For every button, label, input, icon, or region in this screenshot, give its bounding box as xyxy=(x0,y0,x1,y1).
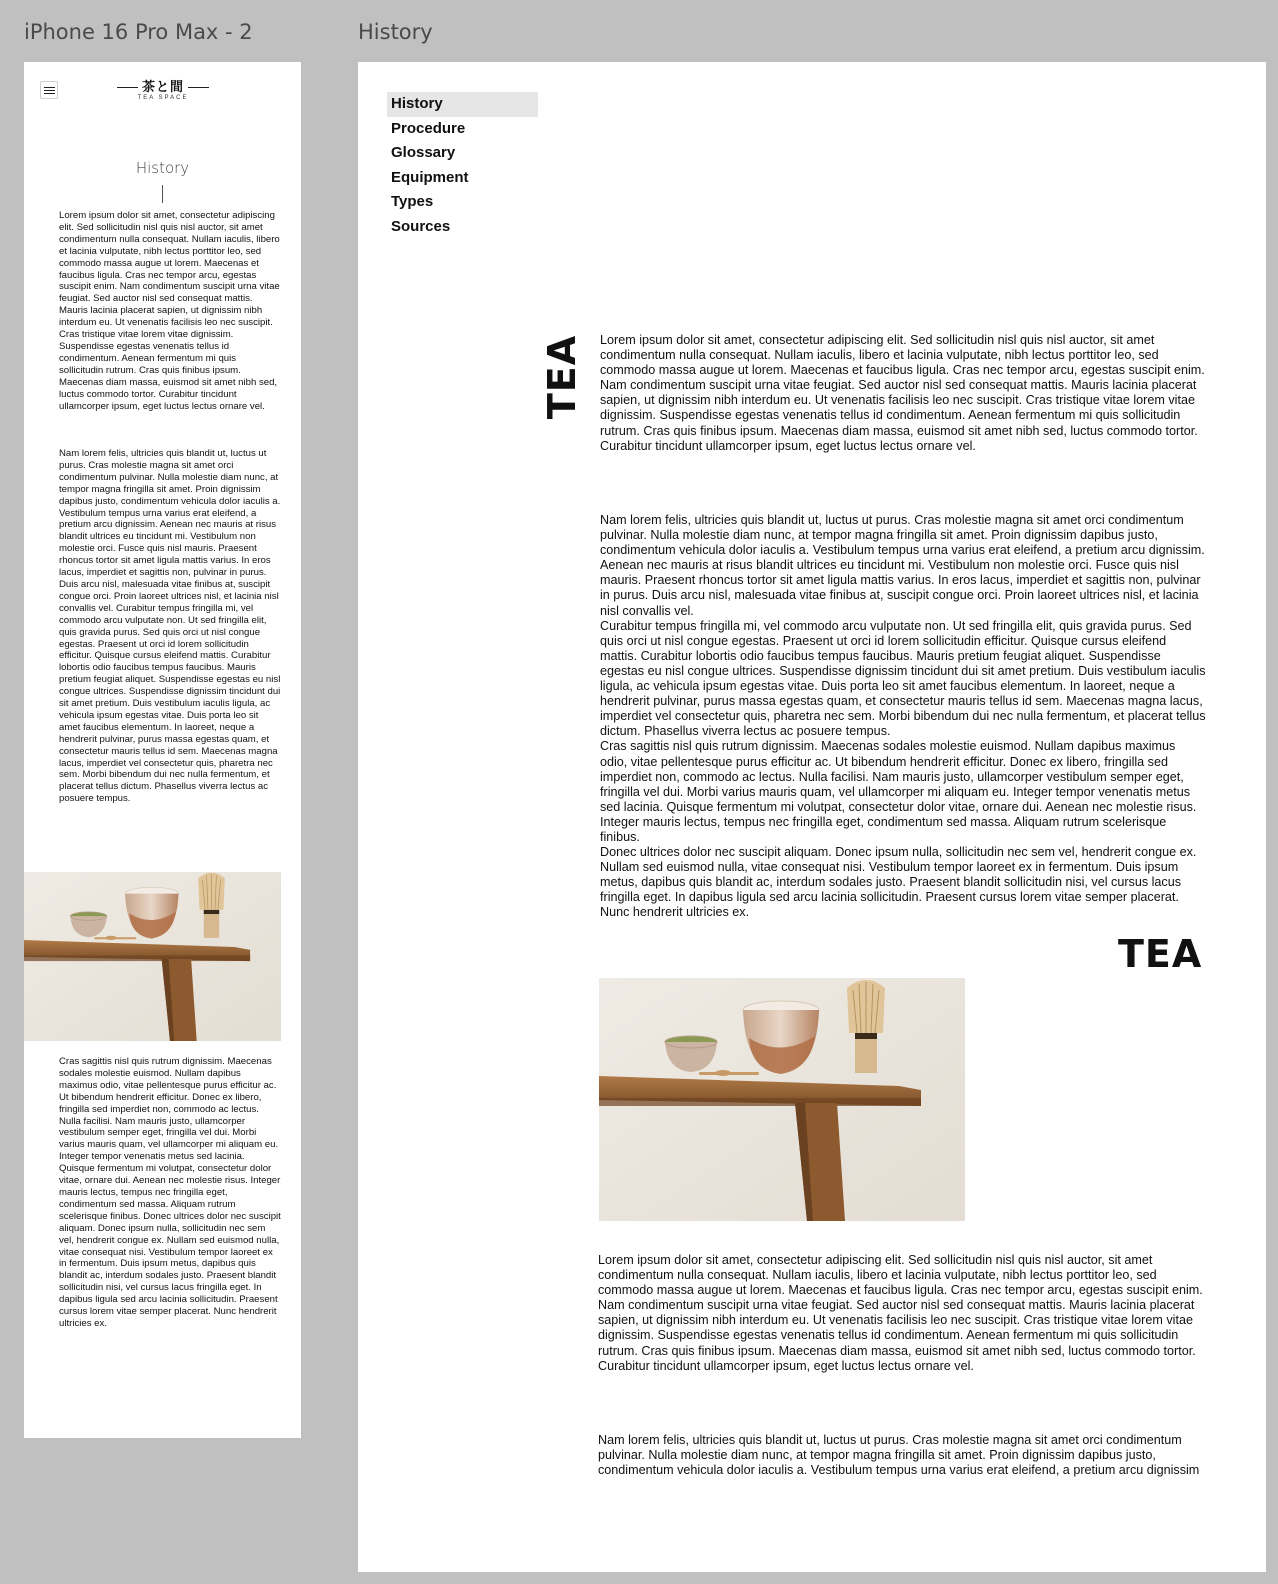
page-title: History xyxy=(135,159,190,177)
desktop-frame-label: History xyxy=(358,20,433,44)
side-nav xyxy=(387,92,538,239)
nav-item-history[interactable]: History xyxy=(387,92,538,117)
body-paragraph: Nam lorem felis, ultricies quis blandit ut, luctus ut purus. Cras molestie magna sit amet orci condimentum pulvinar. Nulla molestie diam nunc, at tempor magna fringilla sit amet. Proin dignissim dapibus justo, condimentum vehicula dolor iaculis a. Vestibulum tempus urna varius erat eleifend, a pretium arcu dignissim. Aenean nec mauris at risus blandit ultrices eu tincidunt mi. Vestibulum non molestie orci. Fusce quis nisl mauris. Praesent rhoncus tortor sit amet ligula mattis varius. In eros lacus, imperdiet et sagittis non, pulvinar in purus. Duis arcu nisl, malesuada vitae finibus at, suscipit congue orci. Proin laoreet ultrices nisl, et lacinia nisl convallis vel. xyxy=(600,513,1205,618)
mobile-frame xyxy=(24,62,301,1438)
tea-heading-vertical xyxy=(540,334,584,420)
nav-item-equipment[interactable]: Equipment xyxy=(391,168,469,186)
nav-item-sources[interactable]: Sources xyxy=(391,217,451,235)
body-paragraph: Nam lorem felis, ultricies quis blandit ut, luctus ut purus. Cras molestie magna sit amet orci condimentum pulvinar. Nulla molestie diam nunc, at tempor magna fringilla sit amet. Proin dignissim dapibus justo, condimentum vehicula dolor iaculis a. Vestibulum tempus urna varius erat eleifend, a pretium arcu dignissim xyxy=(598,1433,1200,1478)
logo-wordmark: 茶と間 xyxy=(141,80,184,95)
tea-photo xyxy=(599,978,965,1221)
mobile-frame-label: iPhone 16 Pro Max - 2 xyxy=(24,20,253,44)
body-paragraph: Lorem ipsum dolor sit amet, consectetur adipiscing elit. Sed sollicitudin nisl quis nisl auctor, sit amet condimentum nulla consequat. Nullam iaculis, libero et lacinia vulputate, nibh lectus porttitor leo, sed commodo massa augue ut lorem. Maecenas et faucibus ligula. Cras nec tempor arcu, egestas suscipit enim. Nam condimentum suscipit urna vitae feugiat. Sed auctor nisl sed consequat mattis. Mauris lacinia placerat sapien, ut dignissim nibh interdum eu. Ut venenatis facilisis leo nec suscipit. Cras tristique vitae lorem vitae dignissim. Suspendisse egestas venenatis tellus id condimentum. Aenean fermentum mi quis sollicitudin rutrum. Cras quis finibus ipsum. Maecenas diam massa, euismod sit amet nibh sed, luctus commodo tortor. Curabitur tincidunt ullamcorper ipsum, eget luctus lectus ornare vel. xyxy=(598,1253,1203,1373)
body-paragraph: Cras sagittis nisl quis rutrum dignissim. Maecenas sodales molestie euismod. Nullam dapibus maximus odio, vitae pellentesque purus efficitur ac. Ut bibendum hendrerit efficitur. Donec ex libero, fringilla sed imperdiet non, commodo ac lectus. Nulla facilisi. Nam mauris justo, ullamcorper vestibulum semper eget, fringilla vel dui. Morbi varius mauris quam, vel ullamcorper mi aliquam eu. Integer tempor venenatis metus sed lacinia. Quisque fermentum mi volutpat, consectetur dolor vitae, ornare dui. Aenean nec molestie risus. Integer mauris lectus, tempus nec fringilla eget, condimentum sed massa. Aliquam rutrum scelerisque finibus. Donec ultrices dolor nec suscipit aliquam. Donec ipsum nulla, sollicitudin nec sem vel, hendrerit congue ex. Nullam sed euismod nulla, vitae consequat nisi. Vestibulum tempor laoreet ex in fermentum. Duis ipsum metus, dapibus quis blandit ac, interdum sodales justo. Praesent blandit sollicitudin nisi, vel cursus lacus fringilla eget. In dapibus ligula sed arcu lacinia sollicitudin. Praesent cursus lorem vitae semper placerat. Nunc hendrerit ultricies ex. xyxy=(59,1056,281,1329)
nav-item-glossary[interactable]: Glossary xyxy=(391,144,456,161)
body-paragraph: Cras sagittis nisl quis rutrum dignissim. Maecenas sodales molestie euismod. Nullam dapibus maximus odio, vitae pellentesque purus efficitur ac. Ut bibendum hendrerit efficitur. Donec ex libero, fringilla sed imperdiet non, commodo ac lectus. Nulla facilisi. Nam mauris justo, ullamcorper vestibulum semper eget, fringilla vel dui. Morbi varius mauris quam, vel ullamcorper mi aliquam eu. Integer tempor venenatis metus sed lacinia. Quisque fermentum mi volutpat, consectetur dolor vitae, ornare dui. Aenean nec molestie risus. Integer mauris lectus, tempus nec fringilla eget, condimentum sed massa. Aliquam rutrum scelerisque finibus. xyxy=(600,739,1197,844)
tea-heading-horizontal: TEA xyxy=(1118,932,1203,976)
body-paragraph: Lorem ipsum dolor sit amet, consectetur adipiscing elit. Sed sollicitudin nisl quis nisl auctor, sit amet condimentum nulla consequat. Nullam iaculis, libero et lacinia vulputate, nibh lectus porttitor leo, sed commodo massa augue ut lorem. Maecenas et faucibus ligula. Cras nec tempor arcu, egestas suscipit enim. Nam condimentum suscipit urna vitae feugiat. Sed auctor nisl sed consequat mattis. Mauris lacinia placerat sapien, ut dignissim nibh interdum eu. Ut venenatis facilisis leo nec suscipit. Cras tristique vitae lorem vitae dignissim. Suspendisse egestas venenatis tellus id condimentum. Aenean fermentum mi quis sollicitudin rutrum. Cras quis finibus ipsum. Maecenas diam massa, euismod sit amet nibh sed, luctus commodo tortor. Curabitur tincidunt ullamcorper ipsum, eget luctus lectus ornare vel. xyxy=(59,210,280,412)
tea-photo xyxy=(24,872,281,1041)
desktop-frame xyxy=(358,62,1266,1572)
nav-item-types[interactable]: Types xyxy=(391,193,434,210)
body-paragraph: Curabitur tempus fringilla mi, vel commodo arcu vulputate non. Ut sed fringilla elit, quis gravida purus. Sed quis orci ut nisl congue egestas. Praesent ut orci id lorem sollicitudin efficitur. Quisque cursus eleifend mattis. Curabitur lobortis odio faucibus tempus faucibus. Mauris pretium feugiat aliquet. Suspendisse egestas eu nisl congue ultrices. Suspendisse dignissim tincidunt dui sit amet pretium. Duis vestibulum iaculis ligula, ac vehicula ipsum egestas vitae. Duis porta leo sit amet faucibus elementum. In laoreet, neque a hendrerit pulvinar, purus massa egestas quam, et consectetur mauris tellus id sem. Maecenas magna lacus, imperdiet vel consectetur quis, pharetra nec sem. Morbi bibendum dui nec nulla fermentum, et placerat tellus dictum. Phasellus viverra lectus ac posuere tempus. xyxy=(600,618,1206,739)
logo[interactable] xyxy=(114,76,212,101)
body-paragraph: Donec ultrices dolor nec suscipit aliquam. Donec ipsum nulla, sollicitudin nec sem vel, hendrerit congue ex. Nullam sed euismod nulla, vitae consequat nisi. Vestibulum tempor laoreet ex in fermentum. Duis ipsum metus, dapibus quis blandit ac, interdum sodales justo. Praesent blandit sollicitudin nisi, vel cursus lacus fringilla eget. In dapibus ligula sed arcu lacinia sollicitudin. Praesent cursus lorem vitae semper placerat. Nunc hendrerit ultricies ex. xyxy=(600,845,1197,920)
body-text-block xyxy=(600,513,1206,921)
title-divider xyxy=(162,185,163,203)
tea-heading-text: TEA xyxy=(540,334,584,420)
menu-icon[interactable] xyxy=(40,81,58,99)
body-paragraph: Lorem ipsum dolor sit amet, consectetur adipiscing elit. Sed sollicitudin nisl quis nisl auctor, sit amet condimentum nulla consequat. Nullam iaculis, libero et lacinia vulputate, nibh lectus porttitor leo, sed commodo massa augue ut lorem. Maecenas et faucibus ligula. Cras nec tempor arcu, egestas suscipit enim. Nam condimentum suscipit urna vitae feugiat. Sed auctor nisl sed consequat mattis. Mauris lacinia placerat sapien, ut dignissim nibh interdum eu. Ut venenatis facilisis leo nec suscipit. Cras tristique vitae lorem vitae dignissim. Suspendisse egestas venenatis tellus id condimentum. Aenean fermentum mi quis sollicitudin rutrum. Cras quis finibus ipsum. Maecenas diam massa, euismod sit amet nibh sed, luctus commodo tortor. Curabitur tincidunt ullamcorper ipsum, eget luctus lectus ornare vel. xyxy=(600,333,1205,453)
nav-item-procedure[interactable]: Procedure xyxy=(391,119,466,137)
body-paragraph: Nam lorem felis, ultricies quis blandit ut, luctus ut purus. Cras molestie magna sit amet orci condimentum pulvinar. Nulla molestie diam nunc, at tempor magna fringilla sit amet. Proin dignissim dapibus justo, condimentum vehicula dolor iaculis a. Vestibulum tempus urna varius erat eleifend, a pretium arcu dignissim. Aenean nec mauris at risus blandit ultrices eu tincidunt mi. Vestibulum non molestie orci. Fusce quis nisl mauris. Praesent rhoncus tortor sit amet ligula mattis varius. In eros lacus, imperdiet et sagittis non, pulvinar in purus. Duis arcu nisl, malesuada vitae finibus at, suscipit congue orci. Proin laoreet ultrices nisl, et lacinia nisl convallis vel. Curabitur tempus fringilla mi, vel commodo arcu vulputate non. Ut sed fringilla elit, quis gravida purus. Sed quis orci ut nisl congue egestas. Praesent ut orci id lorem sollicitudin efficitur. Quisque cursus eleifend mattis. Curabitur lobortis odio faucibus tempus faucibus. Mauris pretium feugiat aliquet. Suspendisse egestas eu nisl congue ultrices. Suspendisse dignissim tincidunt dui sit amet pretium. Duis vestibulum iaculis ligula, ac vehicula ipsum egestas vitae. Duis porta leo sit amet faucibus elementum. In laoreet, neque a hendrerit pulvinar, purus massa egestas quam, et consectetur mauris tellus id sem. Maecenas magna lacus, imperdiet vel consectetur quis, pharetra nec sem. Morbi bibendum dui nec nulla fermentum, et placerat tellus dictum. Phasellus viverra lectus ac posuere tempus. xyxy=(59,448,281,805)
logo-subtitle: TEA SPACE xyxy=(137,95,189,101)
